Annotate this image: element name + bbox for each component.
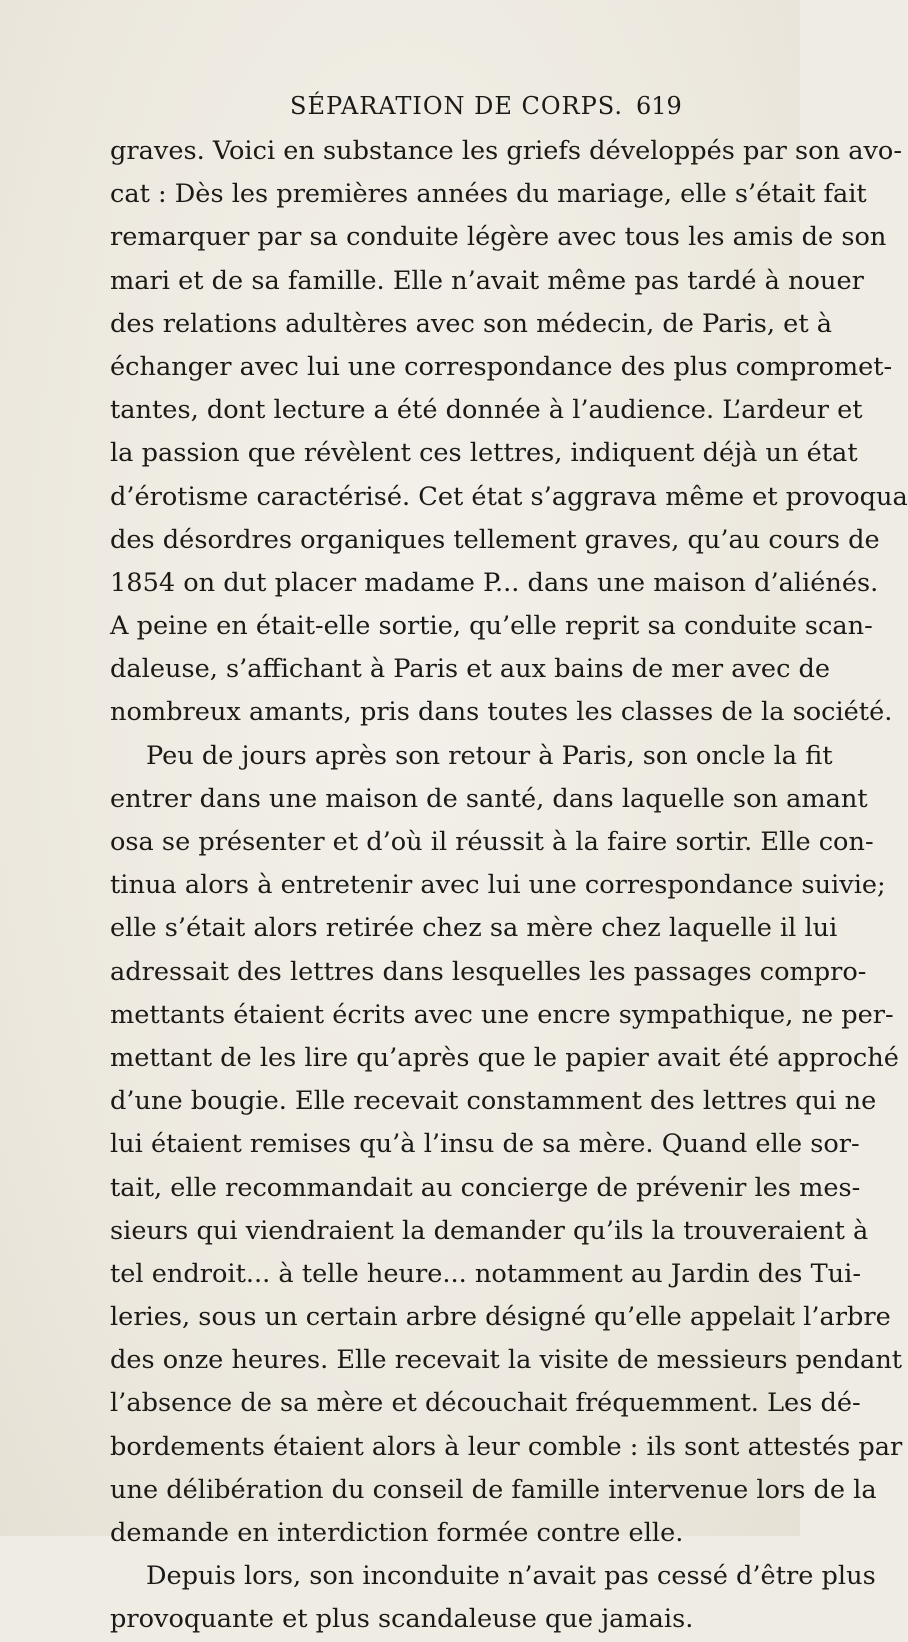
text-line: mettant de les lire qu’après que le papier avait été approché <box>110 1042 899 1073</box>
text-line: l’absence de sa mère et découchait fréquemment. Les dé- <box>110 1388 861 1419</box>
text-line: d’une bougie. Elle recevait constamment des lettres qui ne <box>110 1086 877 1117</box>
text-line: remarquer par sa conduite légère avec tous les amis de son <box>110 222 887 253</box>
text-line: nombreux amants, pris dans toutes les classes de la société. <box>110 697 893 728</box>
text-line: mari et de sa famille. Elle n’avait même pas tardé à nouer <box>110 265 864 296</box>
text-line: A peine en était-elle sortie, qu’elle reprit sa conduite scan- <box>110 611 873 642</box>
text-line: 1854 on dut placer madame P... dans une maison d’aliénés. <box>110 567 879 598</box>
page-number: 619 <box>636 92 682 120</box>
text-line: entrer dans une maison de santé, dans laquelle son amant <box>110 783 868 814</box>
text-line: des désordres organiques tellement graves, qu’au cours de <box>110 524 880 555</box>
text-line: tel endroit... à telle heure... notamment au Jardin des Tui- <box>110 1258 861 1289</box>
text-line: provoquante et plus scandaleuse que jamais. <box>110 1604 694 1635</box>
text-line: elle s’était alors retirée chez sa mère chez laquelle il lui <box>110 913 838 944</box>
text-line: des onze heures. Elle recevait la visite de messieurs pendant <box>110 1345 903 1376</box>
body-text <box>110 130 908 1642</box>
text-line: d’érotisme caractérisé. Cet état s’aggrava même et provoqua <box>110 481 908 512</box>
running-head <box>0 92 800 132</box>
text-line: une délibération du conseil de famille intervenue lors de la <box>110 1474 877 1505</box>
text-line: sieurs qui viendraient la demander qu’ils la trouveraient à <box>110 1215 869 1246</box>
running-title: SÉPARATION DE CORPS. <box>290 92 623 120</box>
text-line: la passion que révèlent ces lettres, indiquent déjà un état <box>110 438 858 469</box>
text-line: des relations adultères avec son médecin, de Paris, et à <box>110 308 833 339</box>
text-line: mettants étaient écrits avec une encre sympathique, ne per- <box>110 999 894 1030</box>
text-line: adressait des lettres dans lesquelles les passages compro- <box>110 956 867 987</box>
text-line: lui étaient remises qu’à l’insu de sa mère. Quand elle sor- <box>110 1129 860 1160</box>
text-line: Peu de jours après son retour à Paris, son oncle la fit <box>146 740 833 771</box>
text-line: tait, elle recommandait au concierge de prévenir les mes- <box>110 1172 861 1203</box>
text-line: graves. Voici en substance les griefs développés par son avo- <box>110 136 902 166</box>
text-line: cat : Dès les premières années du mariage, elle s’était fait <box>110 179 867 210</box>
text-line: tantes, dont lecture a été donnée à l’audience. L’ardeur et <box>110 395 863 426</box>
text-line: échanger avec lui une correspondance des plus compromet- <box>110 351 893 382</box>
text-line: tinua alors à entretenir avec lui une correspondance suivie; <box>110 870 886 901</box>
text-line: bordements étaient alors à leur comble : ils sont attestés par <box>110 1431 903 1462</box>
text-line: osa se présenter et d’où il réussit à la faire sortir. Elle con- <box>110 827 874 857</box>
text-line: demande en interdiction formée contre elle. <box>110 1518 684 1548</box>
text-line: leries, sous un certain arbre désigné qu’elle appelait l’arbre <box>110 1302 891 1333</box>
text-line: daleuse, s’affichant à Paris et aux bains de mer avec de <box>110 654 831 685</box>
text-line: Depuis lors, son inconduite n’avait pas cessé d’être plus <box>146 1561 876 1592</box>
